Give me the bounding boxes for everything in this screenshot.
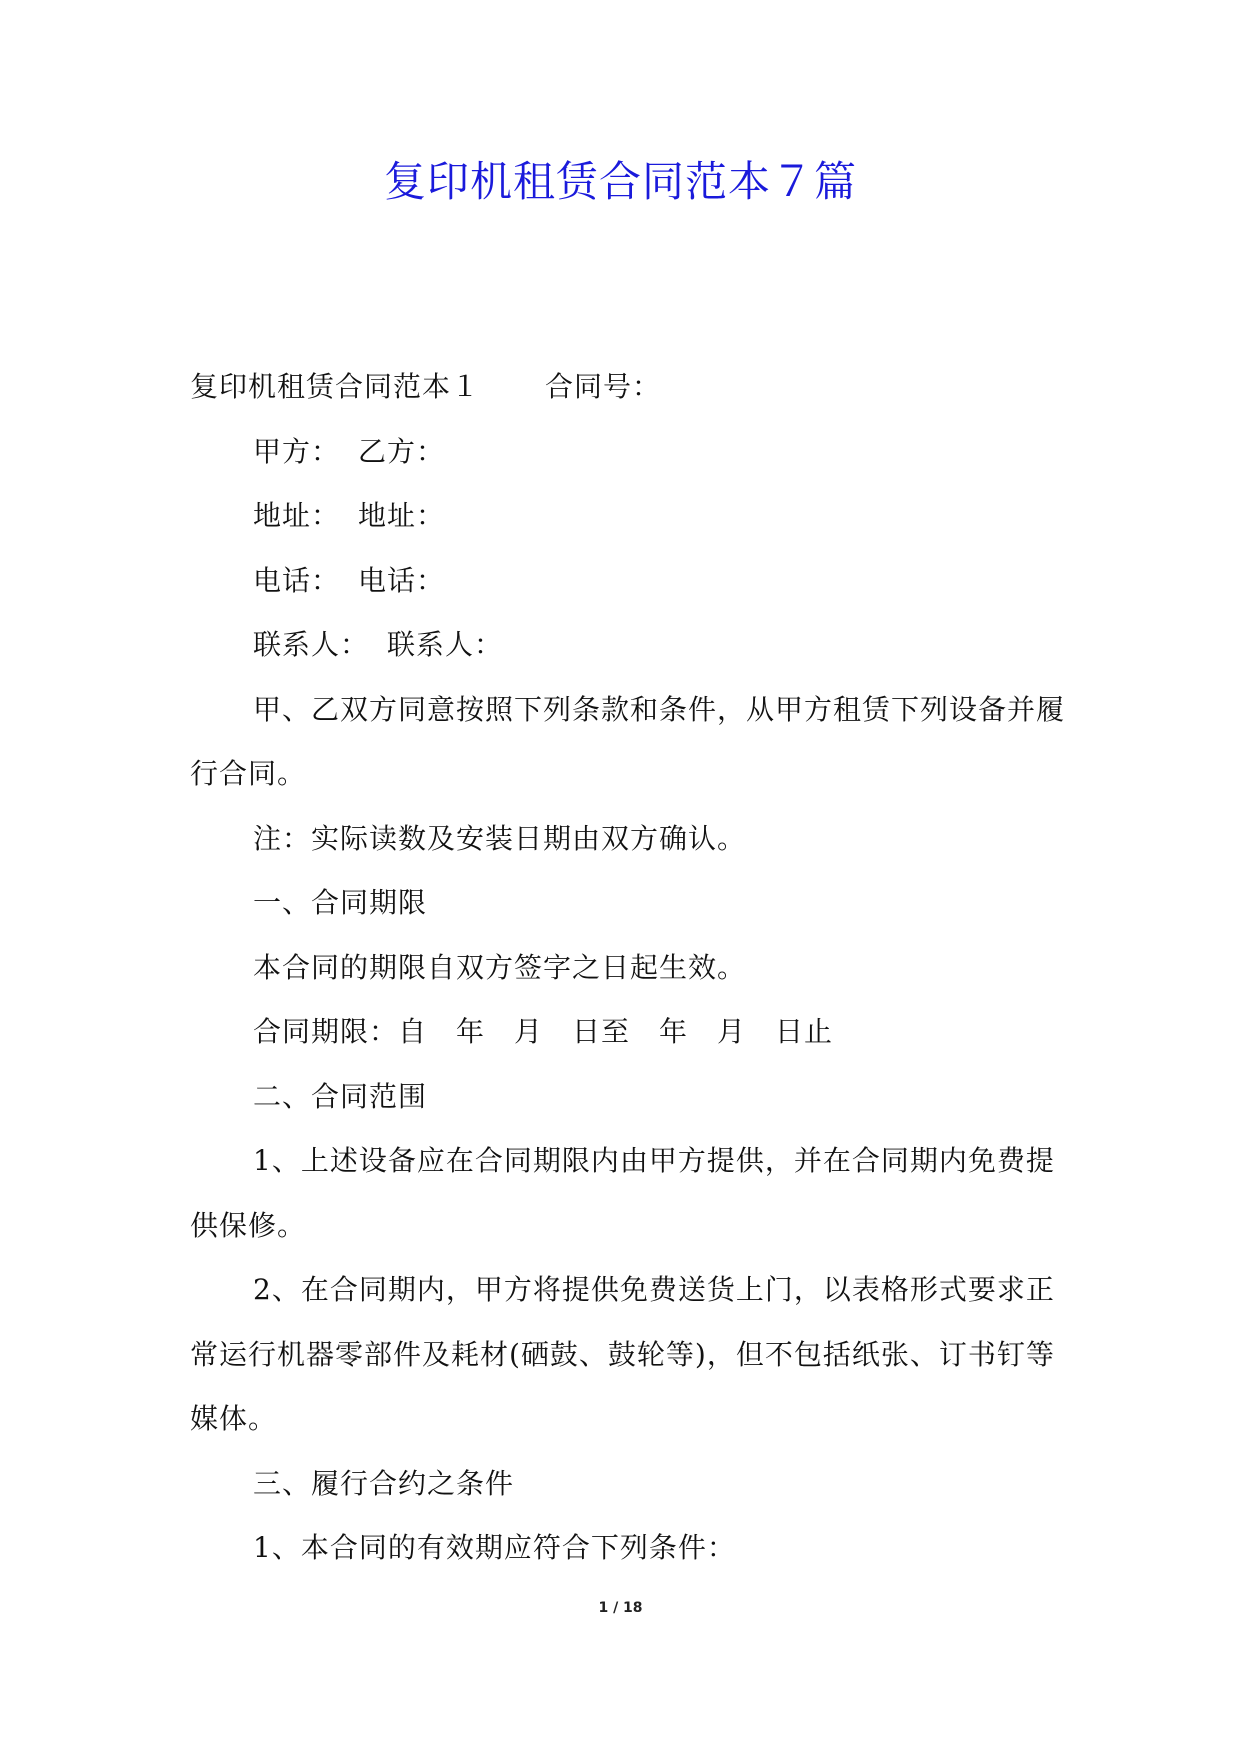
contact-b-label: 联系人： (387, 628, 504, 661)
contact-a-label: 联系人： (253, 628, 370, 661)
section-2-title: 二、合同范围 (253, 1079, 428, 1113)
phone-line (190, 549, 1070, 614)
document-title: 复印机租赁合同范本７篇 (383, 157, 857, 206)
section-2-item-2: 2、在合同期内，甲方将提供免费送货上门，以表格形式要求正常运行机器零部件及耗材(硒鼓、鼓轮等)，但不包括纸张、订书钉等媒体。 (190, 1273, 1055, 1435)
document-body (190, 355, 1070, 1581)
party-a-label: 甲方： (253, 434, 341, 468)
page-indicator: 1 / 18 (598, 1600, 643, 1616)
section-2-item-1: 1、上述设备应在合同期限内由甲方提供，并在合同期内免费提供保修。 (190, 1144, 1055, 1242)
section-1-paragraph-1: 本合同的期限自双方签字之日起生效。 (253, 950, 747, 984)
section-1-title: 一、合同期限 (253, 886, 428, 919)
phone-a-label: 电话： (253, 563, 341, 597)
phone-b-label: 电话： (358, 563, 446, 597)
address-a-label: 地址： (253, 499, 341, 532)
section-1-paragraph-2: 合同期限：自 年 月 日至 年 月 日止 (253, 1015, 834, 1048)
section-3-title: 三、履行合约之条件 (253, 1466, 515, 1500)
section-3-item-1: 1、本合同的有效期应符合下列条件： (253, 1531, 736, 1564)
address-b-label: 地址： (358, 499, 446, 532)
parties-line (190, 420, 1070, 485)
contract-heading-line (190, 355, 1070, 420)
intro-paragraph: 甲、乙双方同意按照下列条款和条件，从甲方租赁下列设备并履行合同。 (190, 692, 1066, 790)
contact-line (190, 613, 1070, 678)
contract-heading-name: 复印机租赁合同范本１ (190, 370, 481, 403)
contract-number-label: 合同号： (545, 370, 662, 403)
note-paragraph: 注：实际读数及安装日期由双方确认。 (253, 821, 747, 855)
party-b-label: 乙方： (358, 434, 446, 468)
address-line (190, 484, 1070, 549)
